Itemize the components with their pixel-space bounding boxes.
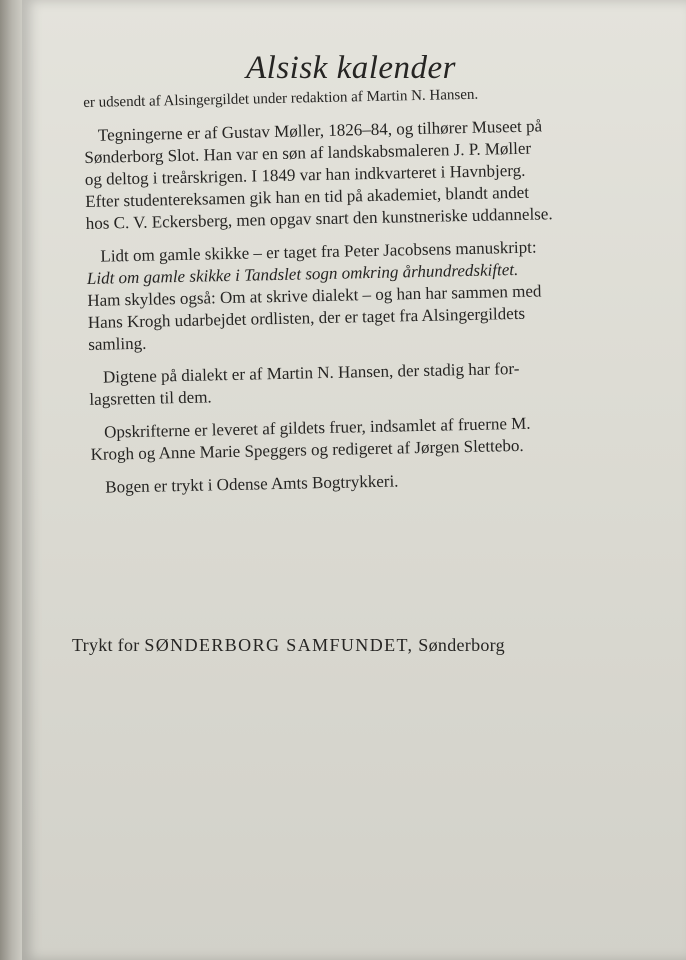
text-line: Tegningerne er af Gustav Møller, 1826–84, og tilhører Museet på	[97, 116, 543, 145]
imprint-prefix: Trykt for	[72, 635, 140, 655]
text-line: Digtene på dialekt er af Martin N. Hansen, der stadig har for-	[102, 358, 520, 387]
text-line: og deltog i treårskrigen. I 1849 var han indkvarteret i Havnbjerg.	[84, 160, 526, 189]
text-line: Bogen er trykt i Odense Amts Bogtrykkeri.	[105, 471, 399, 497]
colophon-text	[83, 80, 681, 499]
text-line: Krogh og Anne Marie Speggers og redigeret af Jørgen Slettebo.	[90, 435, 524, 464]
text-line: Sønderborg Slot. Han var en søn af landskabsmaleren J. P. Møller	[84, 138, 532, 167]
imprint-line	[72, 633, 662, 657]
text-line: lagsretten til dem.	[89, 387, 212, 409]
page-title: Alsisk kalender	[246, 50, 457, 86]
manuscript-title-line: Lidt om gamle skikke i Tandslet sogn omkring århundredskiftet.	[86, 259, 519, 288]
imprint-publisher: SØNDERBORG SAMFUNDET,	[144, 635, 414, 655]
paragraph-customs	[86, 234, 678, 356]
text-line: Opskrifterne er leveret af gildets fruer, indsamlet af fruerne M.	[103, 413, 531, 442]
text-line: samling.	[88, 333, 147, 354]
paragraph-poems	[89, 355, 680, 411]
text-line: Ham skyldes også: Om at skrive dialekt – og han har sammen med	[87, 281, 542, 310]
text-line: er udsendt af Alsingergildet under redaktion af Martin N. Hansen.	[83, 86, 479, 111]
text-line: Efter studentereksamen gik han en tid på akademiet, blandt andet	[85, 182, 530, 211]
imprint-city: Sønderborg	[418, 635, 505, 655]
text-line: hos C. V. Eckersberg, men opgav snart den kunstneriske uddannelse.	[85, 204, 553, 233]
text-line: Lidt om gamle skikke – er taget fra Peter Jacobsens manuskript:	[100, 237, 537, 266]
paragraph-illustrations	[84, 113, 676, 235]
text-line: Hans Krogh udarbejdet ordlisten, der er taget fra Alsingergildets	[87, 303, 526, 332]
paragraph-recipes	[90, 410, 681, 466]
